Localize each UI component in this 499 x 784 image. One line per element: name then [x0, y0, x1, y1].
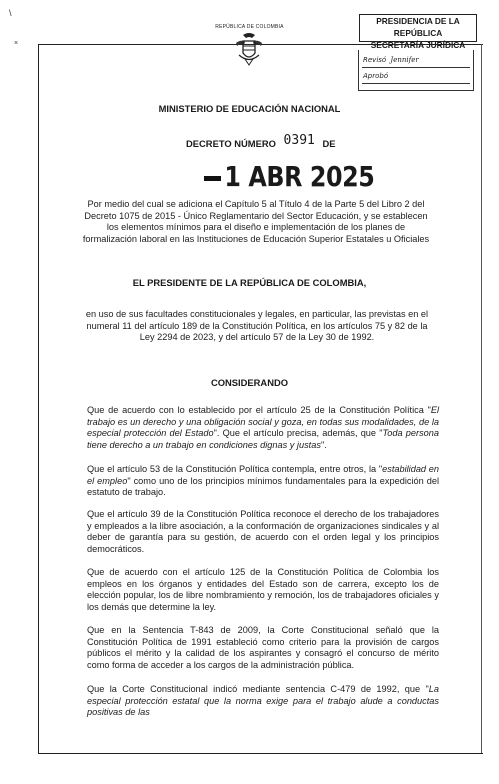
text-segment: ". — [320, 439, 327, 450]
quote-segment: La especial protección estatal que la norma exige para el trabajo alude a conductas positivas de las — [87, 684, 439, 718]
coat-of-arms-icon — [233, 31, 265, 67]
divider — [362, 67, 470, 68]
approve-label: Aprobó — [363, 72, 389, 80]
review-signature: Jennifer — [390, 56, 419, 64]
text-segment: Que la Corte Constitucional indicó mediante sentencia C-479 de 1992, que " — [87, 684, 429, 694]
decree-suffix: DE — [322, 138, 336, 149]
review-box — [358, 50, 474, 91]
decree-number: 0391 — [283, 133, 315, 148]
text-segment: ". Que el artículo precisa, además, que " — [213, 428, 383, 439]
quote-segment: estabilidad en el empleo — [87, 464, 439, 486]
decree-summary: Por medio del cual se adiciona el Capítulo 5 al Título 4 de la Parte 5 del Libro 2 del Decreto 1075 de 2015 - Único Reglamentario del Sector Educación, y se establecen los elementos mínimos para el diseño e implementación de los planes de formalización laboral en las Instituciones de Educación Superior Estatales u Oficiales — [82, 199, 430, 244]
review-label: Revisó — [363, 56, 387, 64]
quote-segment: Toda persona tiene derecho a un trabajo en condiciones dignas y justas — [87, 428, 440, 450]
decree-number-line — [186, 133, 336, 151]
legal-basis: en uso de sus facultades constitucionales y legales, en particular, las previstas en el numeral 11 del artículo 189 de la Constitución Política, en los artículos 75 y 82 de la Ley 2294 de 2023, y del artículo 57 de la Ley 30 de 1992. — [85, 309, 429, 343]
margin-mark: × — [14, 40, 19, 47]
stamp-line-1: PRESIDENCIA DE LA REPÚBLICA — [376, 16, 460, 38]
decree-date — [204, 160, 374, 193]
considerando-paragraph-6 — [87, 684, 439, 719]
quote-segment: El trabajo es un derecho y una obligación social y goza, en todas sus modalidades, de la especial protección del Estado — [87, 405, 439, 439]
date-text: 1 ABR 2025 — [224, 160, 375, 193]
review-row — [363, 56, 419, 64]
considerando-paragraph-5: Que en la Sentencia T-843 de 2009, la Corte Constitucional señaló que la Constitución Política de 1991 estableció como criterio para la provisión de cargos públicos el mérito y la calidad de los aspirantes y consagró el concurso de mérito como forma de acceder a los cargos de la administración pública. — [87, 625, 439, 670]
margin-mark: \ — [9, 8, 12, 18]
text-segment: Que de acuerdo con lo establecido por el artículo 25 de la Constitución Política " — [87, 405, 431, 415]
text-segment: " como uno de los principios mínimos fundamentales para la expedición del estatuto de trabajo. — [87, 475, 440, 498]
considerando-heading: CONSIDERANDO — [210, 377, 289, 388]
divider — [362, 83, 470, 84]
presidency-stamp — [359, 14, 477, 50]
considerando-paragraph-2 — [87, 464, 439, 499]
decree-label: DECRETO NÚMERO — [186, 138, 276, 149]
republic-label: REPÚBLICA DE COLOMBIA — [215, 24, 284, 30]
date-dash — [204, 176, 221, 181]
president-heading: EL PRESIDENTE DE LA REPÚBLICA DE COLOMBIA, — [132, 277, 367, 288]
considerando-paragraph-3: Que el artículo 39 de la Constitución Política reconoce el derecho de los trabajadores y empleados a la libre asociación, a la conformación de organizaciones sindicales y al deber de garantía para su gestión, de acuerdo con el orden legal y los principios democráticos. — [87, 509, 439, 554]
approve-row — [363, 72, 388, 80]
considerando-paragraph-1 — [87, 405, 439, 451]
page-border-right — [481, 44, 482, 753]
text-segment: Que el artículo 53 de la Constitución Política contempla, entre otros, la " — [87, 464, 383, 474]
ministry-title: MINISTERIO DE EDUCACIÓN NACIONAL — [158, 103, 341, 114]
considerando-paragraph-4: Que de acuerdo con el artículo 125 de la Constitución Política de Colombia los empleos en los órganos y entidades del Estado son de carrera, excepto los de elección popular, los de libre nombramiento y remoción, los de trabajadores oficiales y los demás que determine la ley. — [87, 567, 439, 612]
stamp-line-2: SECRETARÍA JURÍDICA — [370, 40, 466, 50]
